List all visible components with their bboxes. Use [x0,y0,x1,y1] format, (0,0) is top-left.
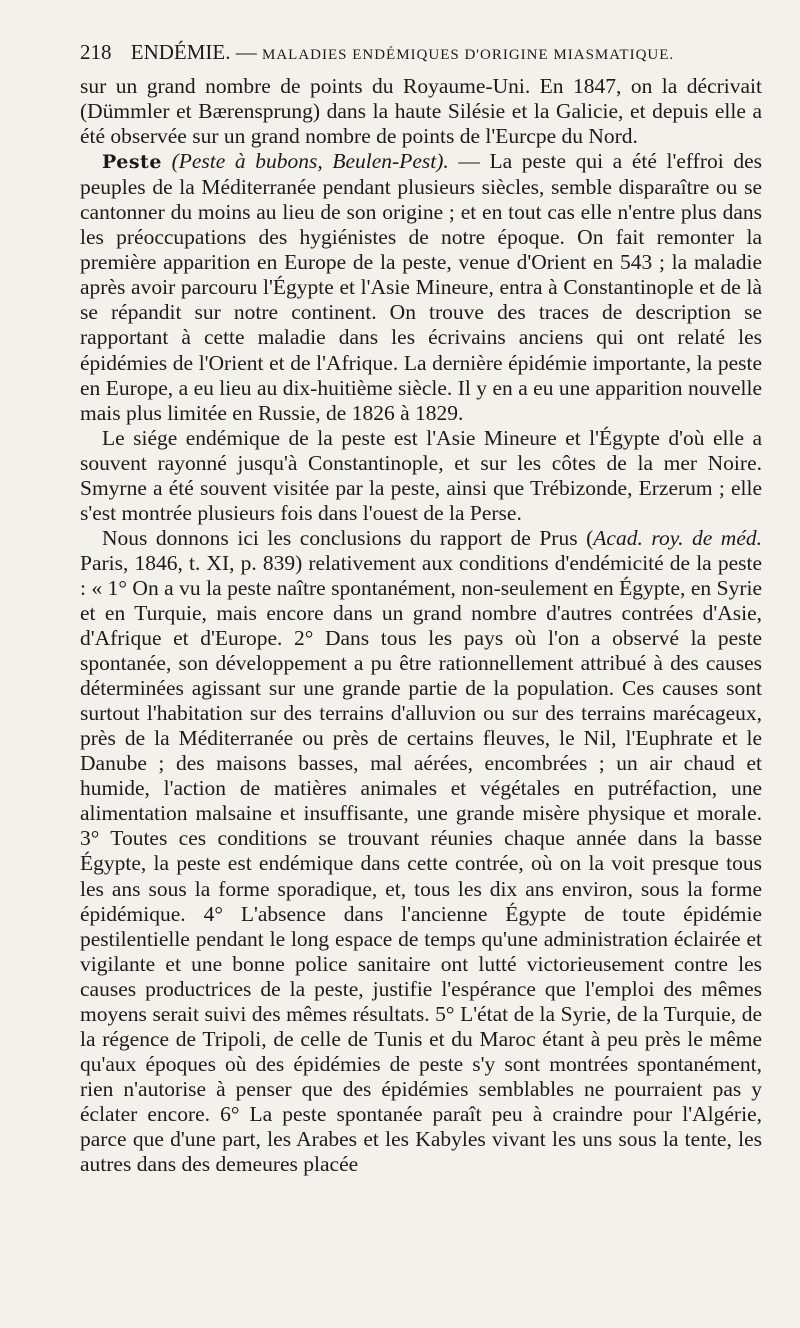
page-number: 218 [80,40,112,64]
paragraph-2-text: — La peste qui a été l'effroi des peuples de la Méditerranée pendant plusieurs siècles, semble disparaître ou se cantonner du moins au lieu de son origine ; et en tout cas elle n'entre plus dans les préoccupations des hygiénistes de notre époque. On fait remonter la première apparition en Europe de la peste, venue d'Orient en 543 ; la maladie après avoir parcouru l'Égypte et l'Asie Mineure, entra à Constantinople et de là se répandit sur notre continent. On trouve des traces de description se rapportant à cette maladie dans les écrivains anciens qui ont relaté les épidémies de l'Orient et de l'Afrique. La dernière épidémie importante, la peste en Europe, a eu lieu au dix-huitième siècle. Il y en a eu une apparition nouvelle mais plus limitée en Russie, de 1826 à 1829. [80,149,762,425]
paragraph-1: sur un grand nombre de points du Royaume-Uni. En 1847, on la décrivait (Dümmler et Bærensprung) dans la haute Silésie et la Galicie, et depuis elle a été observée sur un grand nombre de points de l'Eurcpe du Nord. [80,74,762,149]
body-text [80,74,762,1177]
paragraph-2 [80,149,762,426]
paragraph-4-intro: Nous donnons ici les conclusions du rapport de Prus ( [102,525,594,550]
citation: Acad. roy. de méd. [593,525,763,550]
paragraph-3: Le siége endémique de la peste est l'Asie Mineure et l'Égypte d'où elle a souvent rayonné jusqu'à Constantinople, et sur les côtes de la mer Noire. Smyrne a été souvent visitée par la peste, ainsi que Trébizonde, Erzerum ; elle s'est montrée plusieurs fois dans l'ouest de la Perse. [80,425,762,525]
entry-term: Peste [102,151,162,174]
running-title: ENDÉMIE. — [130,40,257,64]
paragraph-4-text: Paris, 1846, t. XI, p. 839) relativement aux conditions d'endémicité de la peste : « 1° On a vu la peste naître spontanément, non-seulement en Égypte, en Syrie et en Turquie, mais encore dans un grand nombre d'autres contrées d'Asie, d'Afrique et d'Europe. 2° Dans tous les pays où l'on a observé la peste spontanée, son développement a pu être rationnellement attribué à des causes déterminées agissant sur une grande partie de la population. Ces causes sont surtout l'habitation sur des terrains d'alluvion ou sur des terrains marécageux, près de la Méditerranée ou près de certains fleuves, le Nil, l'Euphrate et le Danube ; des maisons basses, mal aérées, encombrées ; un air chaud et humide, l'action de matières animales et végétales en putréfaction, une alimentation malsaine et insuffisante, une grande misère physique et morale. 3° Toutes ces conditions se trouvant réunies chaque année dans la basse Égypte, la peste est endémique dans cette contrée, où on la voit presque tous les ans sous la forme sporadique, et, tous les dix ans environ, sous la forme épidémique. 4° L'absence dans l'ancienne Égypte de toute épidémie pestilentielle pendant le long espace de temps qu'une administration éclairée et vigilante et une bonne police sanitaire ont lutté victorieusement contre les causes productrices de la peste, justifie l'espérance que l'emploi des mêmes moyens serait suivi des mêmes résultats. 5° L'état de la Syrie, de la Turquie, de la régence de Tripoli, de celle de Tunis et du Maroc étant à peu près le même qu'aux époques où des épidémies de peste s'y sont montrées spontanément, rien n'autorise à penser que des épidémies semblables ne pourraient pas y éclater encore. 6° La peste spontanée paraît peu à craindre pour l'Algérie, parce que d'une part, les Arabes et les Kabyles vivant les uns sous la tente, les autres dans des demeures placée [80,550,762,1177]
paragraph-4 [80,526,762,1177]
entry-synonyms: (Peste à bubons, Beulen-Pest). [171,149,449,174]
running-subtitle: MALADIES ENDÉMIQUES D'ORIGINE MIASMATIQUE. [261,47,675,63]
running-header [80,38,770,69]
